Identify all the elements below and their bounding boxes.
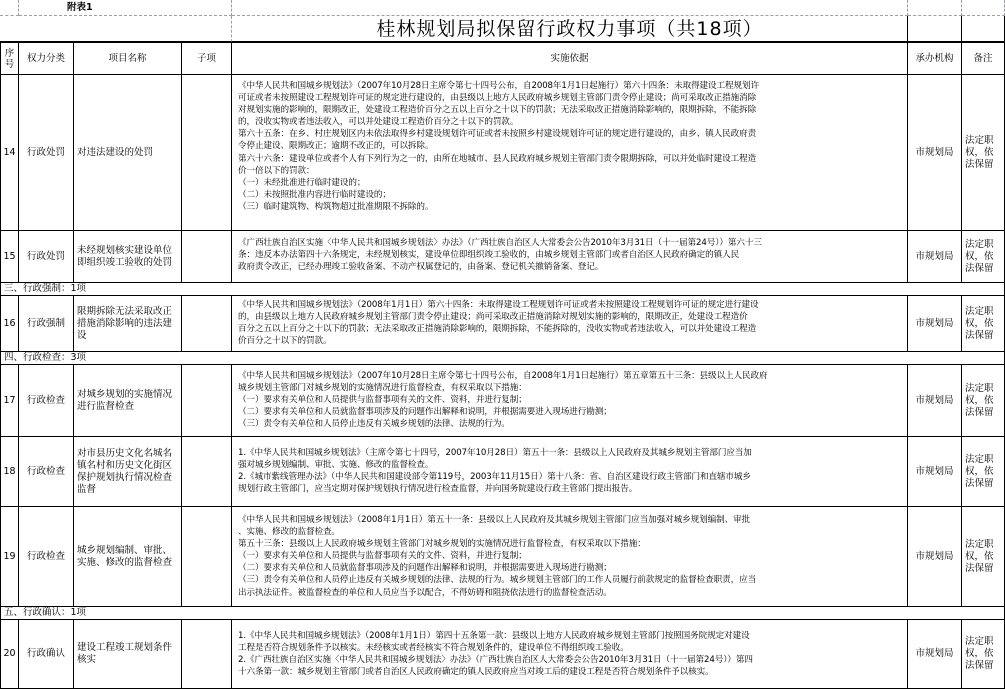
header-remark: 备注	[962, 42, 1005, 75]
header-sub-item: 子项	[182, 42, 232, 75]
basis-line: （二）未按照批准内容进行临时建设的；	[238, 189, 391, 200]
row-basis	[232, 620, 908, 689]
basis-line: 十六条第一款：城乡规划主管部门或者自治区人民政府确定的镇人民政府应当对竣工后的建设工程是否符合规划条件予以核实。	[238, 667, 714, 678]
row-agency: 市规划局	[908, 437, 962, 507]
row-agency: 市规划局	[908, 507, 962, 607]
section-header: 三、行政强制：1项	[0, 283, 1005, 296]
header-basis: 实施依据	[232, 42, 908, 75]
row-seq: 16	[0, 296, 19, 352]
row-seq: 15	[0, 231, 19, 283]
page-title: 桂林规划局拟保留行政权力事项（共18项）	[232, 16, 908, 42]
header-agency: 承办机构	[908, 42, 962, 75]
basis-line: （一）未经批准进行临时建设的；	[238, 177, 366, 188]
row-item-name: 限期拆除无法采取改正措施消除影响的违法建设	[74, 296, 182, 352]
appendix-label: 附表1	[19, 0, 232, 16]
row-agency: 市规划局	[908, 231, 962, 283]
row-remark: 法定职权，依法保留	[962, 437, 1005, 507]
basis-line: 2.《广西壮族自治区实施〈中华人民共和国城乡规划法〉办法》（广西壮族自治区人大常委会公告2010年3月31日（十一届第24号））第四	[238, 655, 753, 666]
basis-line: 《中华人民共和国城乡规划法》（2008年1月1日）第六十四条：未取得建设工程规划许可证或者未按照建设工程规划许可证的规定进行建设	[238, 300, 759, 310]
row-category: 行政检查	[19, 507, 74, 607]
row-category: 行政强制	[19, 296, 74, 352]
row-basis	[232, 365, 908, 437]
basis-line: （二）要求有关单位和人员就监督事项涉及的问题作出解释和说明，并根据需要进入现场进行勘测；	[238, 407, 612, 418]
row-seq: 19	[0, 507, 19, 607]
row-sub-item	[182, 75, 232, 231]
basis-line: 的，由县级以上地方人民政府城乡规划主管部门责令停止建设；尚可采取改正措施消除对规划实施的影响的，限期改正，处建设工程造价	[238, 312, 748, 323]
empty-cell	[908, 16, 962, 42]
basis-line: 政府责令改正，已经办理竣工验收备案、不动产权属登记的，由备案、登记机关撤销备案、登记。	[238, 262, 604, 273]
row-basis	[232, 231, 908, 283]
basis-line: 规划行政主管部门，应当定期对保护规划执行情况进行检查监督，并向国务院建设行政主管部门提出报告。	[238, 484, 638, 495]
basis-line: 可证或者未按照建设工程规划许可证的规定进行建设的，由县级以上地方人民政府城乡规划主管部门责令停止建设；尚可采取改正措施消除	[238, 93, 757, 104]
row-item-name: 建设工程竣工规划条件核实	[74, 620, 182, 689]
row-seq: 14	[0, 75, 19, 231]
row-sub-item	[182, 296, 232, 352]
row-sub-item	[182, 231, 232, 283]
row-category: 行政检查	[19, 437, 74, 507]
basis-line: 价一倍以下的罚款：	[238, 165, 315, 176]
basis-line: （三）临时建筑物、构筑物超过批准期限不拆除的。	[238, 201, 434, 212]
row-sub-item	[182, 437, 232, 507]
header-item-name: 项目名称	[74, 42, 182, 75]
row-item-name: 未经规划核实建设单位即组织竣工验收的处罚	[74, 231, 182, 283]
basis-line: 《中华人民共和国城乡规划法》（2007年10月28日主席令第七十四号公布，自2008年1月1日起施行）第五章第五十三条：县级以上人民政府	[238, 371, 768, 381]
row-remark: 法定职权，依法保留	[962, 231, 1005, 283]
empty-cell	[962, 0, 1005, 16]
row-agency: 市规划局	[908, 75, 962, 231]
row-sub-item	[182, 365, 232, 437]
basis-line: 1.《中华人民共和国城乡规划法》（2008年1月1日）第四十五条第一款：县级以上地方人民政府城乡规划主管部门按照国务院规定对建设	[238, 631, 750, 641]
row-basis	[232, 437, 908, 507]
basis-line: 第六十六条：建设单位或者个人有下列行为之一的，由所在地城市、县人民政府城乡规划主管部门责令限期拆除，可以并处临时建设工程造	[238, 153, 757, 164]
basis-line: （二）要求有关单位和人员就监督事项涉及的问题作出解释和说明，并根据需要进入现场进行勘测；	[238, 563, 612, 574]
basis-line: 第六十五条：在乡、村庄规划区内未依法取得乡村建设规划许可证或者未按照乡村建设规划许可证的规定进行建设的，由乡、镇人民政府责	[238, 129, 757, 140]
row-item-name: 对违法建设的处罚	[74, 75, 182, 231]
row-remark: 法定职权，依法保留	[962, 365, 1005, 437]
basis-line: 强对城乡规划编制、审批、实施、修改的监督检查。	[238, 460, 434, 471]
basis-line: 出示执法证件。被监督检查的单位和人员应当予以配合，不得妨碍和阻挠依法进行的监督检查活动。	[238, 587, 612, 598]
basis-line: 《中华人民共和国城乡规划法》（2008年1月1日）第五十一条：县级以上人民政府及其城乡规划主管部门应当加强对城乡规划编制、审批	[238, 515, 751, 525]
row-basis	[232, 75, 908, 231]
basis-line: （三）责令有关单位和人员停止违反有关城乡规划的法律、法规的行为。城乡规划主管部门的工作人员履行前款规定的监督检查职责，应当	[238, 575, 757, 586]
basis-line: （三）责令有关单位和人员停止违反有关城乡规划的法律、法规的行为。	[238, 419, 510, 430]
row-remark: 法定职权，依法保留	[962, 507, 1005, 607]
row-agency: 市规划局	[908, 365, 962, 437]
row-basis	[232, 296, 908, 352]
basis-line: （一）要求有关单位和人员提供与监督事项有关的文件、资料，并进行复制；	[238, 551, 527, 562]
header-category: 权力分类	[19, 42, 74, 75]
basis-line: 令停止建设、限期改正；逾期不改正的，可以拆除。	[238, 141, 434, 152]
basis-line: 、实施、修改的监督检查。	[238, 527, 340, 538]
row-seq: 17	[0, 365, 19, 437]
basis-line: 《广西壮族自治区实施〈中华人民共和国城乡规划法〉办法》（广西壮族自治区人大常委会公告2010年3月31日（十一届第24号））第六十三	[238, 238, 762, 248]
empty-cell	[0, 16, 232, 42]
row-sub-item	[182, 507, 232, 607]
row-category: 行政检查	[19, 365, 74, 437]
basis-line: 价百分之十以下的罚款。	[238, 336, 332, 347]
basis-line: 工程是否符合规划条件予以核实。未经核实或者经核实不符合规划条件的，建设单位不得组织竣工验收。	[238, 643, 629, 654]
row-seq: 20	[0, 620, 19, 689]
row-sub-item	[182, 620, 232, 689]
empty-cell	[0, 0, 19, 16]
row-category: 行政确认	[19, 620, 74, 689]
row-item-name: 城乡规划编制、审批、实施、修改的监督检查	[74, 507, 182, 607]
basis-line: 1.《中华人民共和国城乡规划法》（主席令第七十四号，2007年10月28日）第五十一条：县级以上人民政府及其城乡规划主管部门应当加	[238, 448, 752, 458]
header-seq: 序号	[0, 42, 19, 75]
basis-line: 百分之五以上百分之十以下的罚款；无法采取改正措施消除影响的，限期拆除，不能拆除的，没收实物或者违法收入，可以并处建设工程造	[238, 324, 757, 335]
row-seq: 18	[0, 437, 19, 507]
basis-line: 第五十三条：县级以上人民政府城乡规划主管部门对城乡规划的实施情况进行监督检查，有权采取以下措施：	[238, 539, 646, 550]
row-remark: 法定职权，依法保留	[962, 620, 1005, 689]
basis-line: 2.《城市紫线管理办法》（中华人民共和国建设部令第119号，2003年11月15日）第十八条：省、自治区建设行政主管部门和直辖市城乡	[238, 472, 751, 483]
row-category: 行政处罚	[19, 231, 74, 283]
basis-line: 城乡规划主管部门对城乡规划的实施情况进行监督检查，有权采取以下措施：	[238, 383, 527, 394]
basis-line: 《中华人民共和国城乡规划法》（2007年10月28日主席令第七十四号公布，自2008年1月1日起施行）第六十四条：未取得建设工程规划许	[238, 81, 760, 91]
basis-line: 的，没收实物或者违法收入，可以并处建设工程造价百分之十以下的罚款。	[238, 117, 519, 128]
row-agency: 市规划局	[908, 296, 962, 352]
empty-cell	[908, 0, 962, 16]
basis-line: 条：违反本办法第四十六条规定，未经规划核实，建设单位即组织竣工验收的，由城乡规划主管部门或者自治区人民政府确定的镇人民	[238, 250, 740, 261]
row-agency: 市规划局	[908, 620, 962, 689]
row-item-name: 对城乡规划的实施情况进行监督检查	[74, 365, 182, 437]
row-remark: 法定职权，依法保留	[962, 75, 1005, 231]
empty-cell	[962, 16, 1005, 42]
row-category: 行政处罚	[19, 75, 74, 231]
section-header: 五、行政确认：1项	[0, 607, 1005, 620]
basis-line: 对规划实施的影响的，限期改正，处建设工程造价百分之五以上百分之十以下的罚款；无法采取改正措施消除影响的，限期拆除，不能拆除	[238, 105, 757, 116]
empty-cell	[232, 0, 908, 16]
row-basis	[232, 507, 908, 607]
row-remark: 法定职权，依法保留	[962, 296, 1005, 352]
section-header: 四、行政检查：3项	[0, 352, 1005, 365]
row-item-name: 对市县历史文化名城名镇名村和历史文化街区保护规划执行情况检查监督	[74, 437, 182, 507]
basis-line: （一）要求有关单位和人员提供与监督事项有关的文件、资料，并进行复制；	[238, 395, 527, 406]
